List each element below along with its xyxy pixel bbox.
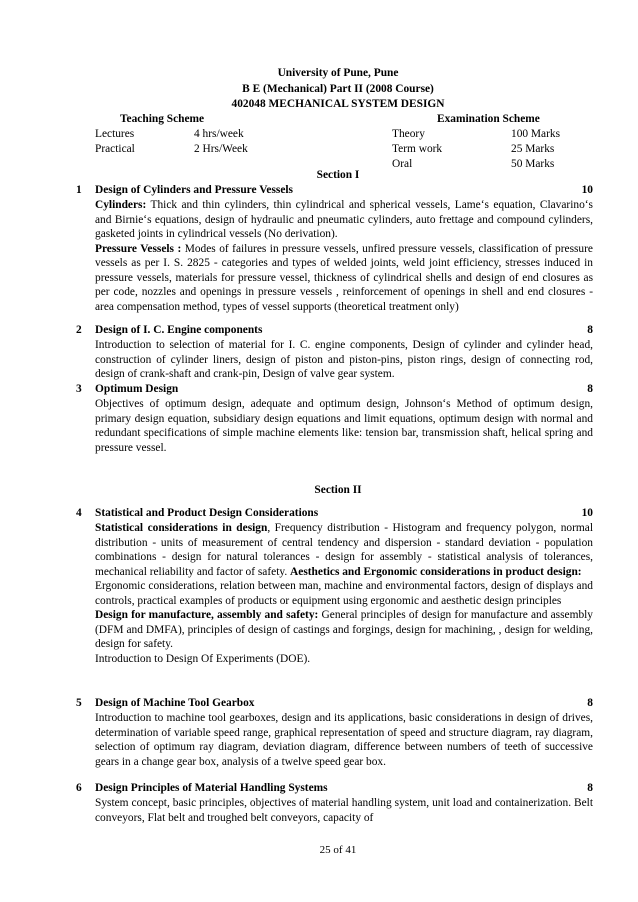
unit-4-heading	[95, 506, 593, 521]
unit-6-title: Design Principles of Material Handling Systems	[95, 782, 328, 794]
unit-1-pressure-lead: Pressure Vessels :	[95, 242, 182, 255]
exam-label-oral: Oral	[392, 158, 413, 170]
teaching-value-practical: 2 Hrs/Week	[194, 143, 248, 155]
unit-4-aesthetics-lead: Aesthetics and Ergonomic considerations in product design:	[290, 565, 582, 578]
unit-4-body	[95, 521, 593, 666]
unit-4-title: Statistical and Product Design Considerations	[95, 507, 319, 519]
teaching-scheme-title: Teaching Scheme	[120, 113, 205, 125]
unit-6-heading	[95, 781, 593, 796]
unit-4-statistical-lead: Statistical considerations in design	[95, 522, 268, 534]
teaching-label-lectures: Lectures	[95, 128, 135, 140]
unit-1-paragraph-cylinders	[95, 198, 593, 242]
teaching-value-lectures: 4 hrs/week	[194, 128, 244, 140]
unit-4-statistical-text: , Frequency distribution - Histogram and frequency polygon, normal distribution - units of measurement of central tendency and dispersion - standard deviation - population combinations - design for natural tolerances - design for assembly - statistical analysis of tolerances, mechanical reliability and factor of safety.	[95, 522, 593, 578]
unit-4-paragraph-ergonomic: Ergonomic considerations, relation between man, machine and environmental factors, design of displays and controls, practical examples of products or equipment using ergonomic and aesthetic design principles	[95, 580, 593, 607]
exam-value-theory: 100 Marks	[511, 128, 561, 140]
exam-value-oral: 50 Marks	[511, 158, 555, 170]
section-1-heading: Section I	[316, 169, 360, 181]
unit-3-heading	[95, 382, 593, 397]
unit-6-number: 6	[76, 782, 82, 794]
unit-2-title: Design of I. C. Engine components	[95, 324, 263, 336]
unit-3-title: Optimum Design	[95, 383, 179, 395]
unit-4-hours: 10	[581, 507, 593, 519]
unit-1-number: 1	[76, 184, 82, 196]
unit-3-body: Objectives of optimum design, adequate and optimum design, Johnson‘s Method of optimum design, primary design equation, subsidiary design equations and limit equations, optimum design with normal and redundant specifications of simple machine elements like: tension bar, transmission shaft, helical spring and pressure vessel.	[95, 398, 593, 454]
exam-label-theory: Theory	[392, 128, 425, 140]
unit-4-paragraph-dfm	[95, 608, 593, 652]
unit-2-number: 2	[76, 324, 82, 336]
unit-3-hours: 8	[587, 383, 593, 395]
unit-5-title: Design of Machine Tool Gearbox	[95, 697, 255, 709]
unit-1-cylinders-text: Thick and thin cylinders, thin cylindrical and spherical vessels, Lame‘s equation, Clavarino‘s and Birnie‘s equations, design of hydraulic and pneumatic cylinders, auto frettage and compound cylinders, gasketed joints in cylindrical vessels (No derivation).	[95, 199, 593, 240]
unit-6-hours: 8	[587, 782, 593, 794]
unit-5-heading	[95, 696, 593, 711]
unit-3-number: 3	[76, 383, 82, 395]
unit-4-number: 4	[76, 507, 82, 519]
unit-5-hours: 8	[587, 697, 593, 709]
teaching-label-practical: Practical	[95, 143, 135, 155]
unit-1-hours: 10	[581, 184, 593, 196]
section-2-heading: Section II	[314, 484, 362, 496]
page-number: 25 of 41	[319, 844, 357, 856]
unit-2-heading	[95, 323, 593, 338]
examination-scheme-title: Examination Scheme	[437, 113, 540, 125]
unit-2-body: Introduction to selection of material for I. C. engine components, Design of cylinder and cylinder head, construction of cylinder liners, design of piston and piston-pins, piston rings, design of connecting rod, design of crank-shaft and crank-pin, Design of valve gear system.	[95, 339, 593, 380]
unit-1-paragraph-pressure-vessels	[95, 242, 593, 315]
unit-4-paragraph-statistical	[95, 521, 593, 579]
unit-1-body	[95, 198, 593, 314]
unit-6-body: System concept, basic principles, objectives of material handling system, unit load and containerization. Belt conveyors, Flat belt and troughed belt conveyors, capacity of	[95, 797, 593, 824]
unit-5-body: Introduction to machine tool gearboxes, design and its applications, basic considerations in design of drives, determination of variable speed range, graphical representation of speed and structure diagram, ray diagram, selection of optimum ray diagram, deviation diagram, difference between numbers of teeth of successive gears in a change gear box, analysis of a twelve speed gear box.	[95, 712, 593, 768]
unit-5-number: 5	[76, 697, 82, 709]
unit-1-title: Design of Cylinders and Pressure Vessels	[95, 184, 293, 196]
unit-2-hours: 8	[587, 324, 593, 336]
unit-4-dfm-lead: Design for manufacture, assembly and safety:	[95, 609, 319, 621]
exam-label-termwork: Term work	[392, 143, 443, 155]
subject-title: 402048 MECHANICAL SYSTEM DESIGN	[231, 98, 445, 110]
unit-4-paragraph-doe: Introduction to Design Of Experiments (DOE).	[95, 652, 311, 665]
exam-value-termwork: 25 Marks	[511, 143, 555, 155]
unit-4-dfm-text: General principles of design for manufacture and assembly (DFM and DMFA), principles of design of castings and forgings, design for machining, , design for welding, design for safety.	[95, 609, 593, 650]
unit-1-heading	[95, 183, 593, 198]
unit-1-cylinders-lead: Cylinders:	[95, 199, 147, 211]
unit-1-pressure-text: Modes of failures in pressure vessels, unfired pressure vessels, classification of pressure vessels as per I. S. 2825 - categories and types of welded joints, weld joint efficiency, stresses induced in pressure vessels, materials for pressure vessel, thickness of cylindrical shells and design of end closures as per code, nozzles and openings in pressure vessels , reinforcement of openings in shell and end closures - area compensation method, types of vessel supports (theoretical treatment only)	[95, 242, 593, 313]
course-title: B E (Mechanical) Part II (2008 Course)	[242, 83, 434, 95]
university-title: University of Pune, Pune	[277, 67, 399, 79]
